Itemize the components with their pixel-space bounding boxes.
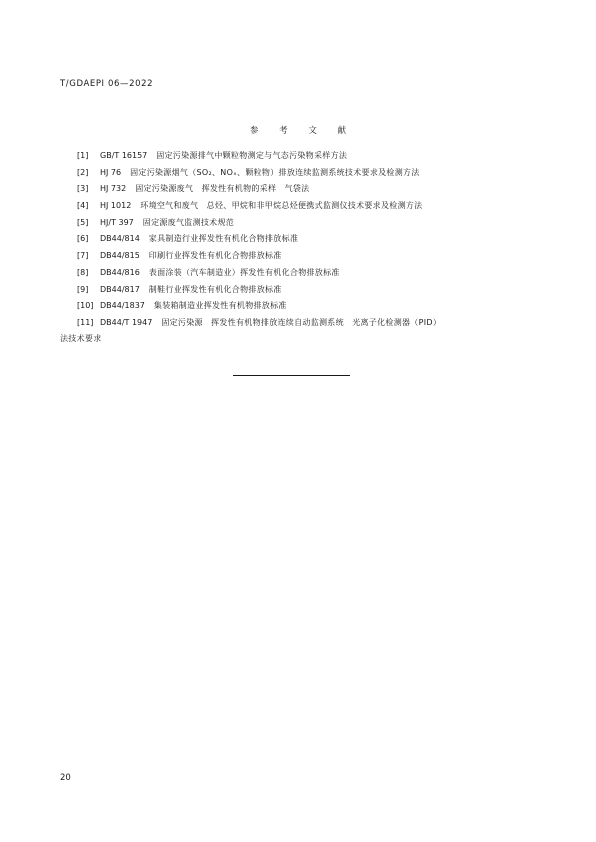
reference-code: HJ 732 [100,184,127,194]
reference-title: 固定污染源烟气（SO₂、NOₓ、颗粒物）排放连续监测系统技术要求及检测方法 [130,167,420,177]
reference-number: [6] [77,234,89,244]
reference-number: [7] [77,251,89,261]
reference-number: [8] [77,267,89,277]
reference-number: [5] [77,217,89,227]
reference-code: HJ/T 397 [100,217,134,227]
reference-code: DB44/816 [100,267,140,277]
end-divider [233,375,350,376]
reference-number: [11] [77,317,94,327]
reference-title: 固定源废气监测技术规范 [142,217,235,227]
reference-item [60,181,540,198]
reference-number: [2] [77,167,89,177]
reference-item [60,265,540,282]
references-title: 参 考 文 献 [249,126,356,136]
reference-item [60,165,540,182]
reference-item [60,198,540,215]
reference-item [60,315,540,348]
reference-item [60,298,540,315]
reference-number: [10] [77,301,94,311]
reference-number: [3] [77,184,89,194]
reference-code: GB/T 16157 [100,151,148,160]
reference-title: 环境空气和废气 总烃、甲烷和非甲烷总烃便携式监测仪技术要求及检测方法 [140,201,423,211]
document-code: T/GDAEPI 06—2022 [60,79,154,89]
reference-line [60,315,540,332]
reference-title-continuation: 法技术要求 [60,334,102,344]
reference-code: DB44/814 [100,234,140,244]
reference-number: [9] [77,284,89,294]
reference-title: 制鞋行业挥发性有机化合物排放标准 [148,284,282,294]
reference-title: 家具制造行业挥发性有机化合物排放标准 [148,234,299,244]
reference-item [60,282,540,299]
reference-title: 固定污染源 挥发性有机物排放连续自动监测系统 光离子化检测器（PID） [161,317,442,327]
reference-code: HJ 76 [100,167,122,177]
reference-item [60,231,540,248]
reference-title: 表面涂装（汽车制造业）挥发性有机化合物排放标准 [148,267,340,277]
reference-item [60,148,540,165]
reference-code: DB44/817 [100,284,140,294]
reference-title: 集装箱制造业挥发性有机物排放标准 [153,301,287,311]
reference-title: 印刷行业挥发性有机化合物排放标准 [148,251,282,261]
reference-item [60,215,540,232]
reference-title: 固定污染源排气中颗粒物测定与气态污染物采样方法 [156,151,348,160]
reference-code: HJ 1012 [100,201,132,211]
reference-number: [4] [77,201,89,211]
reference-code: DB44/1837 [100,301,145,311]
page-number: 20 [60,773,71,783]
reference-number: [1] [77,151,89,160]
reference-title: 固定污染源废气 挥发性有机物的采样 气袋法 [135,184,310,194]
references-list [60,148,540,348]
reference-code: DB44/815 [100,251,140,261]
reference-item [60,248,540,265]
reference-code: DB44/T 1947 [100,317,153,327]
